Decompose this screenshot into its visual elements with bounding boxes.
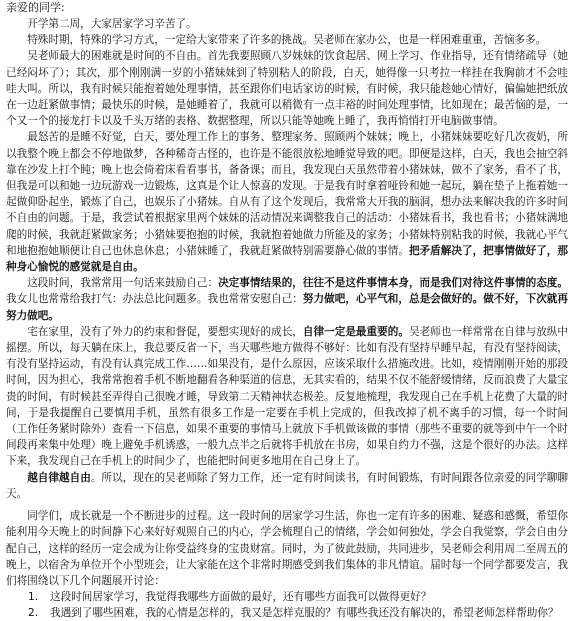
letter-greeting: 亲爱的同学:: [6, 1, 65, 14]
paragraph-time-difficulty: 吴老师最大的困难就是时间的不自由。首先我要照顾八岁妹妹的饮食起居、网上学习、作业指导，还有情绪疏导（她已经闷坏了）；其次，那个刚刚满一岁的小猪妹妹到了特别粘人的阶段，白天，她得像一只考拉一样挂在我胸前才不会哇哇大叫。所以，我有时候只能抱着她处理事情，甚至跟你们电话家访的时候，有时候，我只能趁她心情好，偏偏她把纸放在一边赶紧做事情；最快乐的时候，是她睡着了，我就可以稍微有一点丰裕的时间处理事情，比如现在；最苦恼的是，一个又一个的接龙打卡以及千头万绪的表格、数据整理，所以只能等她晚上睡了，我再悄悄打开电脑做事情。: [6, 50, 568, 128]
paragraph-freedom: [6, 470, 568, 502]
discipline-text-1: 宅在家里，没有了外力的约束和督促，要想实现好的成长，: [27, 325, 303, 338]
paragraph-attitude: [6, 275, 568, 324]
paragraph-growth: 同学们，成长就是一个不断进步的过程。这一段时间的居家学习生活，你也一定有许多的困难、疑惑和感慨，希望你能利用今天晚上的时间静下心来好好观照自己的内心，学会梳理自己的情绪，学会如何独处，学会自我觉察，学会自由分配自己，这样的经历一定会成为让你受益终身的宝贵财富。同时，为了彼此鼓励，共同进步，吴老师会利用周二至周五的晚上，以宿舍为单位开个小型班会，让大家能在这个非常时期感受到我们集体的非凡情谊。届时每一个同学都要发言，我们将围绕以下几个问题展开讨论：: [6, 510, 568, 587]
attitude-bold-1: 决定事情结果的，往往不是这件事情本身，而是我们对待这件事情的态度。: [218, 277, 569, 290]
attitude-text-2: 我女儿也常常给我打气：办法总比问题多。我也常常安慰自己：: [6, 293, 303, 306]
list-item-text: 这段时间居家学习，我觉得我哪些方面做的最好，还有哪些方面我可以做得更好？: [50, 591, 432, 604]
discipline-text-2: 吴老师也一样常常在自律与放纵中摇摆。所以，每天躺在床上，我总要反省一下，当天哪些地方做得不够好：比如有没有坚持早睡早起，有没有坚持阅读，有没有坚持运动，有没有认真完成工作……如果没有，是什么原因，应该采取什么措施改进。比如，疫情刚刚开始的那段时间，因为担心，我常常抱着手机不断地翻看各种渠道的信息，无其实看的，结果不仅不能舒缓情绪，反而浪费了大量宝贵的时间，有时候甚至弄得自己很晚才睡，导致第二天精神状态极差。反复地梳理，我发现自己在手机上花费了大量的时间，于是我提醒自己要慎用手机，虽然有很多工作是一定要在手机上完成的，但我改掉了机不离手的习惯，每一个时间（工作任务紧时除外）查看一下信息，如果不重要的事情马上就放下手机做该做的事情（那些不重要的就等到中午一个时间段再来集中处理）晚上避免手机诱惑，一般九点半之后就将手机放在书房，如果自约力不强，这是个很好的办法。这样下来，我发现自己在手机上的时间少了，也能把时间更多地用在自己身上了。: [6, 325, 569, 468]
list-item-text: 我遇到了哪些困难，我的心情是怎样的，我又是怎样克服的？有哪些我还没有解决的，希望老师怎样帮助你？: [50, 607, 559, 620]
discussion-question-list: [6, 589, 568, 621]
list-item: [6, 605, 568, 621]
paragraph-self-discipline: [6, 324, 568, 470]
paragraph-opening: 开学第二周，大家居家学习辛苦了。: [27, 18, 197, 30]
freedom-bold: 越自律越自由: [27, 471, 91, 484]
paragraph-special-period: 特殊时期，特殊的学习方式，一定给大家带来了许多的挑战。吴老师在家办公，也是一样困难重重，苦恼多多。: [27, 34, 547, 47]
discipline-bold: 自律一定是最重要的。: [302, 325, 409, 338]
paragraph-sleep-bold: 把矛盾解决了，把事情做好了，那种身心愉悦的感觉就是自由。: [6, 244, 569, 274]
list-item: [6, 589, 568, 605]
attitude-bold-2: 努力做吧，心平气和，总是会做好的。做不好，下次就再努力做吧。: [6, 293, 569, 322]
paragraph-sleep-text: 最怒苦的是睡不好觉，白天，要处理工作上的事务、整理家务、照顾两个妹妹；晚上，小猪妹妹要吃好几次夜奶，所以我整个晚上都会不停地做梦，各种稀奇古怪的，也许是不能很放松地睡觉导致的吧。即便是这样，白天，我也会抽空斜靠在沙发上打个盹；晚上也会倚着床看看事书，备备课；而且，我发现白天虽然带着小猪妹妹，做不了家务，看不了书，但我是可以和她一边玩游戏一边锻炼，这真是个让人惊喜的发现。于是我有时拿着哑铃和她一起玩，躺在垫子上拖着她一起做仰卧起坐，锻炼了自己，也娱乐了小猪妹。自从有了这个发现后，我常常大开我的脑洞，想办法来解决我的许多时间不自由的问题。于是，我尝试着根据家里两个妹妹的活动情况来调整我自己的活动：小猪妹看书，我也看书；小猪妹满地爬的时候，我就赶紧做家务；小猪妹要抱抱的时候，我就抱着她做力所能及的家务；小猪妹特别粘我的时候，我就心平气和地抱抱她顺便让自己也休息休息；小猪妹睡了，我就赶紧做特别需要静心做的事情。: [6, 131, 568, 257]
list-item-number: 2.: [28, 607, 39, 620]
freedom-text: 。所以，现在的吴老师除了努力工作，还一定有时间读书，有时间锻炼，有时间跟各位亲爱的同学聊聊天。: [6, 471, 569, 500]
paragraph-sleep-difficulty: [6, 129, 568, 275]
attitude-text-1: 这段时间，我常常用一句话来鼓励自己：: [27, 277, 219, 290]
list-item-number: 1.: [28, 591, 39, 604]
